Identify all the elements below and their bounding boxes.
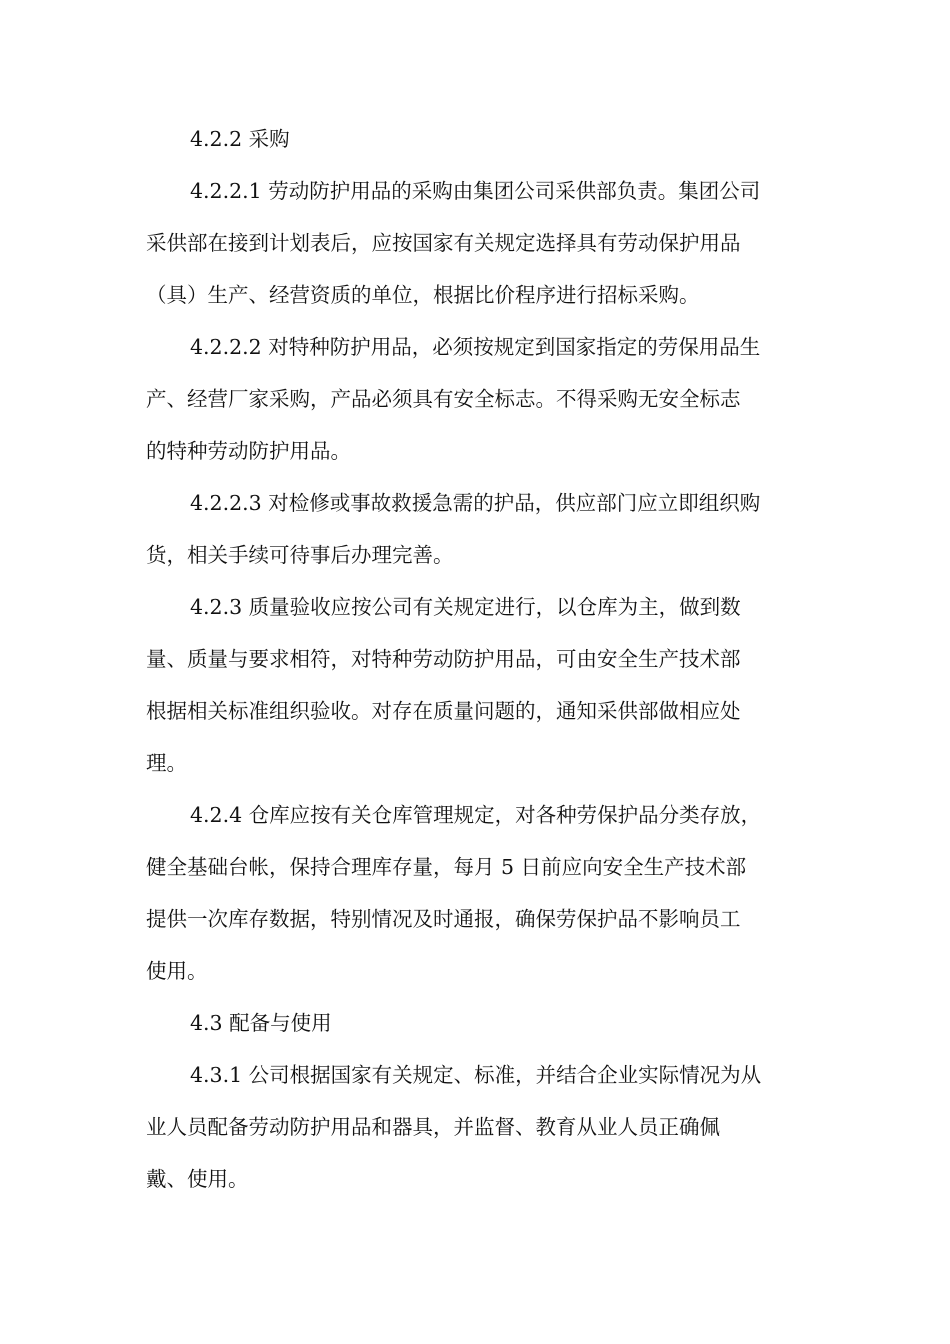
text-line: 提供一次库存数据，特别情况及时通报，确保劳保护品不影响员工: [146, 907, 741, 931]
text-line: 4.2.2 采购: [190, 127, 290, 151]
text-line: 量、质量与要求相符，对特种劳动防护用品，可由安全生产技术部: [146, 647, 741, 671]
text-line: 的特种劳动防护用品。: [146, 439, 351, 463]
paragraph-4-2-2-1: [146, 165, 806, 321]
text-line: （具）生产、经营资质的单位，根据比价程序进行招标采购。: [146, 283, 700, 307]
text-line: 货，相关手续可待事后办理完善。: [146, 543, 454, 567]
heading-4-2-2: [146, 113, 806, 165]
text-line: 4.2.2.3 对检修或事故救援急需的护品，供应部门应立即组织购: [190, 491, 761, 515]
paragraph-4-2-3: [146, 581, 806, 789]
heading-4-3: [146, 997, 806, 1049]
paragraph-4-2-4: [146, 789, 806, 997]
text-line: 理。: [146, 751, 187, 775]
text-line: 4.2.3 质量验收应按公司有关规定进行，以仓库为主，做到数: [190, 595, 741, 619]
text-line: 产、经营厂家采购，产品必须具有安全标志。不得采购无安全标志: [146, 387, 741, 411]
text-line: 健全基础台帐，保持合理库存量，每月 5 日前应向安全生产技术部: [146, 855, 747, 879]
text-line: 4.2.2.1 劳动防护用品的采购由集团公司采供部负责。集团公司: [190, 179, 761, 203]
text-line: 业人员配备劳动防护用品和器具，并监督、教育从业人员正确佩: [146, 1115, 720, 1139]
text-line: 4.2.2.2 对特种防护用品，必须按规定到国家指定的劳保用品生: [190, 335, 761, 359]
paragraph-4-2-2-3: [146, 477, 806, 581]
text-line: 采供部在接到计划表后，应按国家有关规定选择具有劳动保护用品: [146, 231, 741, 255]
paragraph-4-3-1: [146, 1049, 806, 1205]
paragraph-4-2-2-2: [146, 321, 806, 477]
text-line: 4.3 配备与使用: [190, 1011, 332, 1035]
text-line: 戴、使用。: [146, 1167, 249, 1191]
text-line: 根据相关标准组织验收。对存在质量问题的，通知采供部做相应处: [146, 699, 741, 723]
text-line: 4.2.4 仓库应按有关仓库管理规定，对各种劳保护品分类存放，: [190, 803, 762, 827]
text-line: 使用。: [146, 959, 208, 983]
text-line: 4.3.1 公司根据国家有关规定、标准，并结合企业实际情况为从: [190, 1063, 762, 1087]
document-body: [146, 113, 806, 1205]
